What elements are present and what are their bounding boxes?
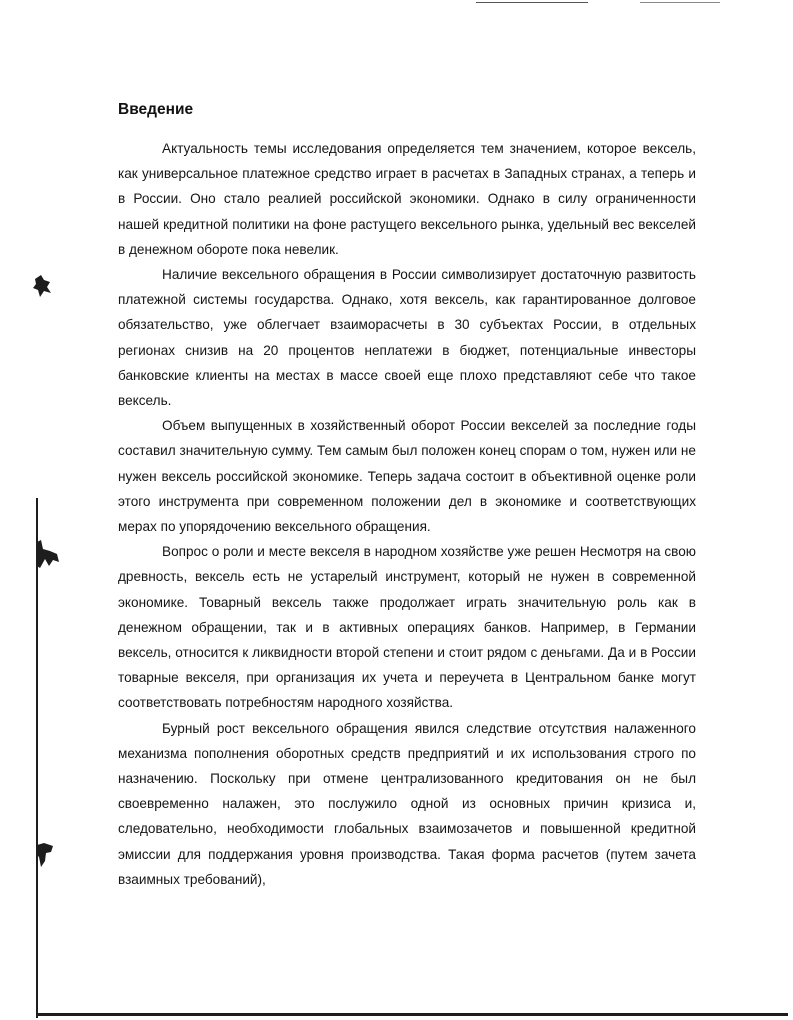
paragraph: Бурный рост вексельного обращения явился следствие отсутствия налаженного механизма пополнения оборотных средств предприятий и их использования строго по назначению. Поскольку при отмене централизованного кредитования он не был своевременно налажен, это послужило одной из основных причин кризиса и, следовательно, необходимости глобальных взаимозачетов и повышенной кредитной эмиссии для поддержания уровня производства. Такая форма расчетов (путем зачета взаимных требований),: [118, 720, 696, 887]
binding-hole-mark: [31, 273, 53, 299]
binding-hole-mark: [37, 843, 55, 867]
binding-hole-mark: [37, 540, 61, 570]
paragraph: Актуальность темы исследования определяется тем значением, которое вексель, как универсальное платежное средство играет в расчетах в Западных странах, а теперь и в России. Оно стало реалией российской экономики. Однако в силу ограниченности нашей кредитной политики на фоне растущего вексельного рынка, удельный вес векселей в денежном обороте пока невелик.: [118, 141, 696, 257]
section-heading: Введение: [118, 101, 194, 118]
paragraph: Объем выпущенных в хозяйственный оборот России векселей за последние годы составил значительную сумму. Тем самым был положен конец спорам о том, нужен или не нужен вексель российской экономике. Теперь задача состоит в объективной оценке роли этого инструмента при современном положении дел в экономике и соответствующих мерах по упорядочению вексельного обращения.: [118, 418, 696, 535]
paragraph: Наличие вексельного обращения в России символизирует достаточную развитость платежной системы государства. Однако, хотя вексель, как гарантированное долговое обязательство, уже облегчает взаиморасчеты в 30 субъектах России, в отдельных регионах снизив на 20 процентов неплатежи в бюджет, потенциальные инвесторы банковские клиенты на местах в массе своей еще плохо представляют себе что такое вексель.: [118, 267, 696, 409]
scan-artifact-top-line: [640, 2, 720, 3]
scan-artifact-left-border: [36, 498, 38, 1018]
scan-artifact-bottom-border: [36, 1013, 788, 1016]
paragraph: Вопрос о роли и месте векселя в народном хозяйстве уже решен Несмотря на свою древность, вексель есть не устарелый инструмент, который не нужен в современной экономике. Товарный вексель также продолжает играть значительную роль как в денежном обращении, так и в активных операциях банков. Например, в Германии вексель, относится к ликвидности второй степени и стоит рядом с деньгами. Да и в России товарные векселя, при организация их учета и переучета в Центральном банке могут соответствовать потребностям народного хозяйства.: [118, 544, 696, 711]
document-body: [118, 97, 696, 892]
scan-artifact-top-line: [476, 2, 588, 3]
